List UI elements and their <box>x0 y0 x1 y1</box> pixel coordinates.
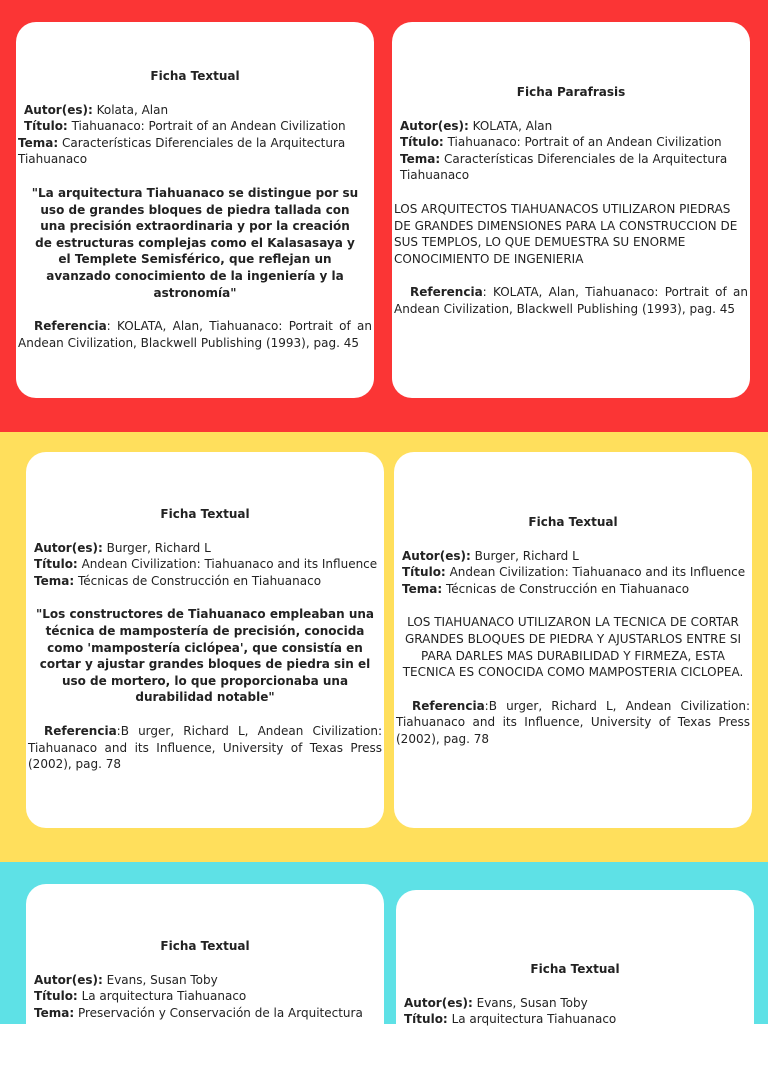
reference <box>394 284 748 317</box>
titulo-line <box>28 988 382 1005</box>
reference <box>18 318 372 351</box>
titulo-label: Título: <box>34 989 78 1004</box>
titulo-line <box>394 134 748 151</box>
titulo-label: Título: <box>24 119 68 134</box>
titulo-value: Tiahuanaco: Portrait of an Andean Civilization <box>71 119 346 134</box>
tema-line <box>28 573 382 590</box>
reference-label: Referencia <box>410 285 483 300</box>
paraphrase-text: LOS ARQUITECTOS TIAHUANACOS UTILIZARON PIEDRAS DE GRANDES DIMENSIONES PARA LA CONSTRUCCION DE SUS TEMPLOS, LO QUE DEMUESTRA SU ENORME CONOCIMIENTO DE INGENIERIA <box>394 201 738 266</box>
card-ficha-textual-evans-2 <box>396 890 754 1090</box>
autor-value: KOLATA, Alan <box>472 118 553 133</box>
titulo-value: Tiahuanaco: Portrait of an Andean Civilization <box>447 135 722 150</box>
autor-label: Autor(es): <box>24 102 93 117</box>
card-title: Ficha Textual <box>150 69 240 83</box>
autor-line <box>28 540 382 557</box>
autor-line <box>396 548 750 565</box>
tema-label: Tema: <box>400 151 441 166</box>
paraphrase-text: LOS TIAHUANACO UTILIZARON LA TECNICA DE CORTAR GRANDES BLOQUES DE PIEDRA Y AJUSTARLOS ENTRE SI PARA DARLES MAS DURABILIDAD Y FIRMEZA, ESTA TECNICA ES CONOCIDA COMO MAMPOSTERIA CICLOPEA. <box>402 615 744 680</box>
autor-value: Burger, Richard L <box>106 540 211 555</box>
card-title: Ficha Textual <box>160 939 250 953</box>
titulo-line <box>28 556 382 573</box>
titulo-label: Título: <box>404 1012 448 1027</box>
autor-line <box>394 118 748 135</box>
titulo-value: La arquitectura Tiahuanaco <box>81 989 247 1004</box>
card-ficha-textual-burger <box>26 452 384 828</box>
reference <box>28 723 382 773</box>
card-title: Ficha Textual <box>530 962 620 976</box>
autor-label: Autor(es): <box>402 548 471 563</box>
tema-line <box>394 151 748 184</box>
reference-label: Referencia <box>412 698 485 713</box>
tema-line <box>396 581 750 598</box>
reference-value: : KOLATA, Alan, Tiahuanaco: Portrait of an Andean Civilization, Blackwell Publishing (1993), pag. 45 <box>18 319 372 350</box>
titulo-label: Título: <box>400 135 444 150</box>
card-ficha-textual-burger-2 <box>394 452 752 828</box>
autor-label: Autor(es): <box>404 995 473 1010</box>
tema-line <box>18 135 372 168</box>
tema-label: Tema: <box>18 135 59 150</box>
titulo-value: La arquitectura Tiahuanaco <box>451 1012 617 1027</box>
titulo-line <box>18 118 372 135</box>
tema-value: Características Diferenciales de la Arquitectura Tiahuanaco <box>18 135 346 167</box>
reference-value: :B urger, Richard L, Andean Civilization: Tiahuanaco and its Influence, University of Texas Press (2002), pag. 78 <box>396 698 750 746</box>
card-title: Ficha Parafrasis <box>516 85 626 99</box>
autor-value: Kolata, Alan <box>96 102 169 117</box>
titulo-label: Título: <box>34 557 78 572</box>
card-ficha-textual-kolata <box>16 22 374 398</box>
tema-line <box>28 1005 382 1022</box>
autor-label: Autor(es): <box>34 540 103 555</box>
tema-value: Técnicas de Construcción en Tiahuanaco <box>77 573 322 588</box>
titulo-line <box>396 564 750 581</box>
tema-label: Tema: <box>34 1005 75 1020</box>
autor-label: Autor(es): <box>400 118 469 133</box>
titulo-value: Andean Civilization: Tiahuanaco and its Influence <box>81 557 378 572</box>
tema-label: Tema: <box>402 581 443 596</box>
autor-line <box>28 972 382 989</box>
autor-value: Evans, Susan Toby <box>476 995 588 1010</box>
reference <box>396 698 750 748</box>
autor-line <box>18 102 372 119</box>
autor-value: Evans, Susan Toby <box>106 972 218 987</box>
titulo-value: Andean Civilization: Tiahuanaco and its Influence <box>449 565 746 580</box>
card-title: Ficha Textual <box>160 507 250 521</box>
tema-value: Características Diferenciales de la Arquitectura Tiahuanaco <box>400 151 728 183</box>
reference-value: : KOLATA, Alan, Tiahuanaco: Portrait of an Andean Civilization, Blackwell Publishing (1993), pag. 45 <box>394 285 748 316</box>
titulo-label: Título: <box>402 565 446 580</box>
tema-value: Técnicas de Construcción en Tiahuanaco <box>445 581 690 596</box>
card-title: Ficha Textual <box>528 515 618 529</box>
quote-text: "La arquitectura Tiahuanaco se distingue por su uso de grandes bloques de piedra tallada con una precisión extraordinaria y por la creación de estructuras complejas como el Kalasasaya y el Templete Semisférico, que reflejan un avanzado conocimiento de la ingeniería y la astronomía" <box>31 185 359 300</box>
autor-line <box>398 995 752 1012</box>
autor-label: Autor(es): <box>34 972 103 987</box>
tema-value: Preservación y Conservación de la Arquitectura <box>77 1005 363 1020</box>
quote-text: "Los constructores de Tiahuanaco empleaban una técnica de mampostería de precisión, conocida como 'mampostería ciclópea', que consistía en cortar y ajustar grandes bloques de piedra sin el uso de mortero, lo que proporcionaba una durabilidad notable" <box>36 607 375 705</box>
card-ficha-parafrasis-kolata <box>392 22 750 398</box>
reference-label: Referencia <box>44 723 117 738</box>
tema-label: Tema: <box>34 573 75 588</box>
autor-value: Burger, Richard L <box>474 548 579 563</box>
titulo-line <box>398 1011 752 1028</box>
card-ficha-textual-evans <box>26 884 384 1084</box>
reference-value: :B urger, Richard L, Andean Civilization: Tiahuanaco and its Influence, University of Texas Press (2002), pag. 78 <box>28 723 382 772</box>
reference-label: Referencia <box>34 319 107 334</box>
